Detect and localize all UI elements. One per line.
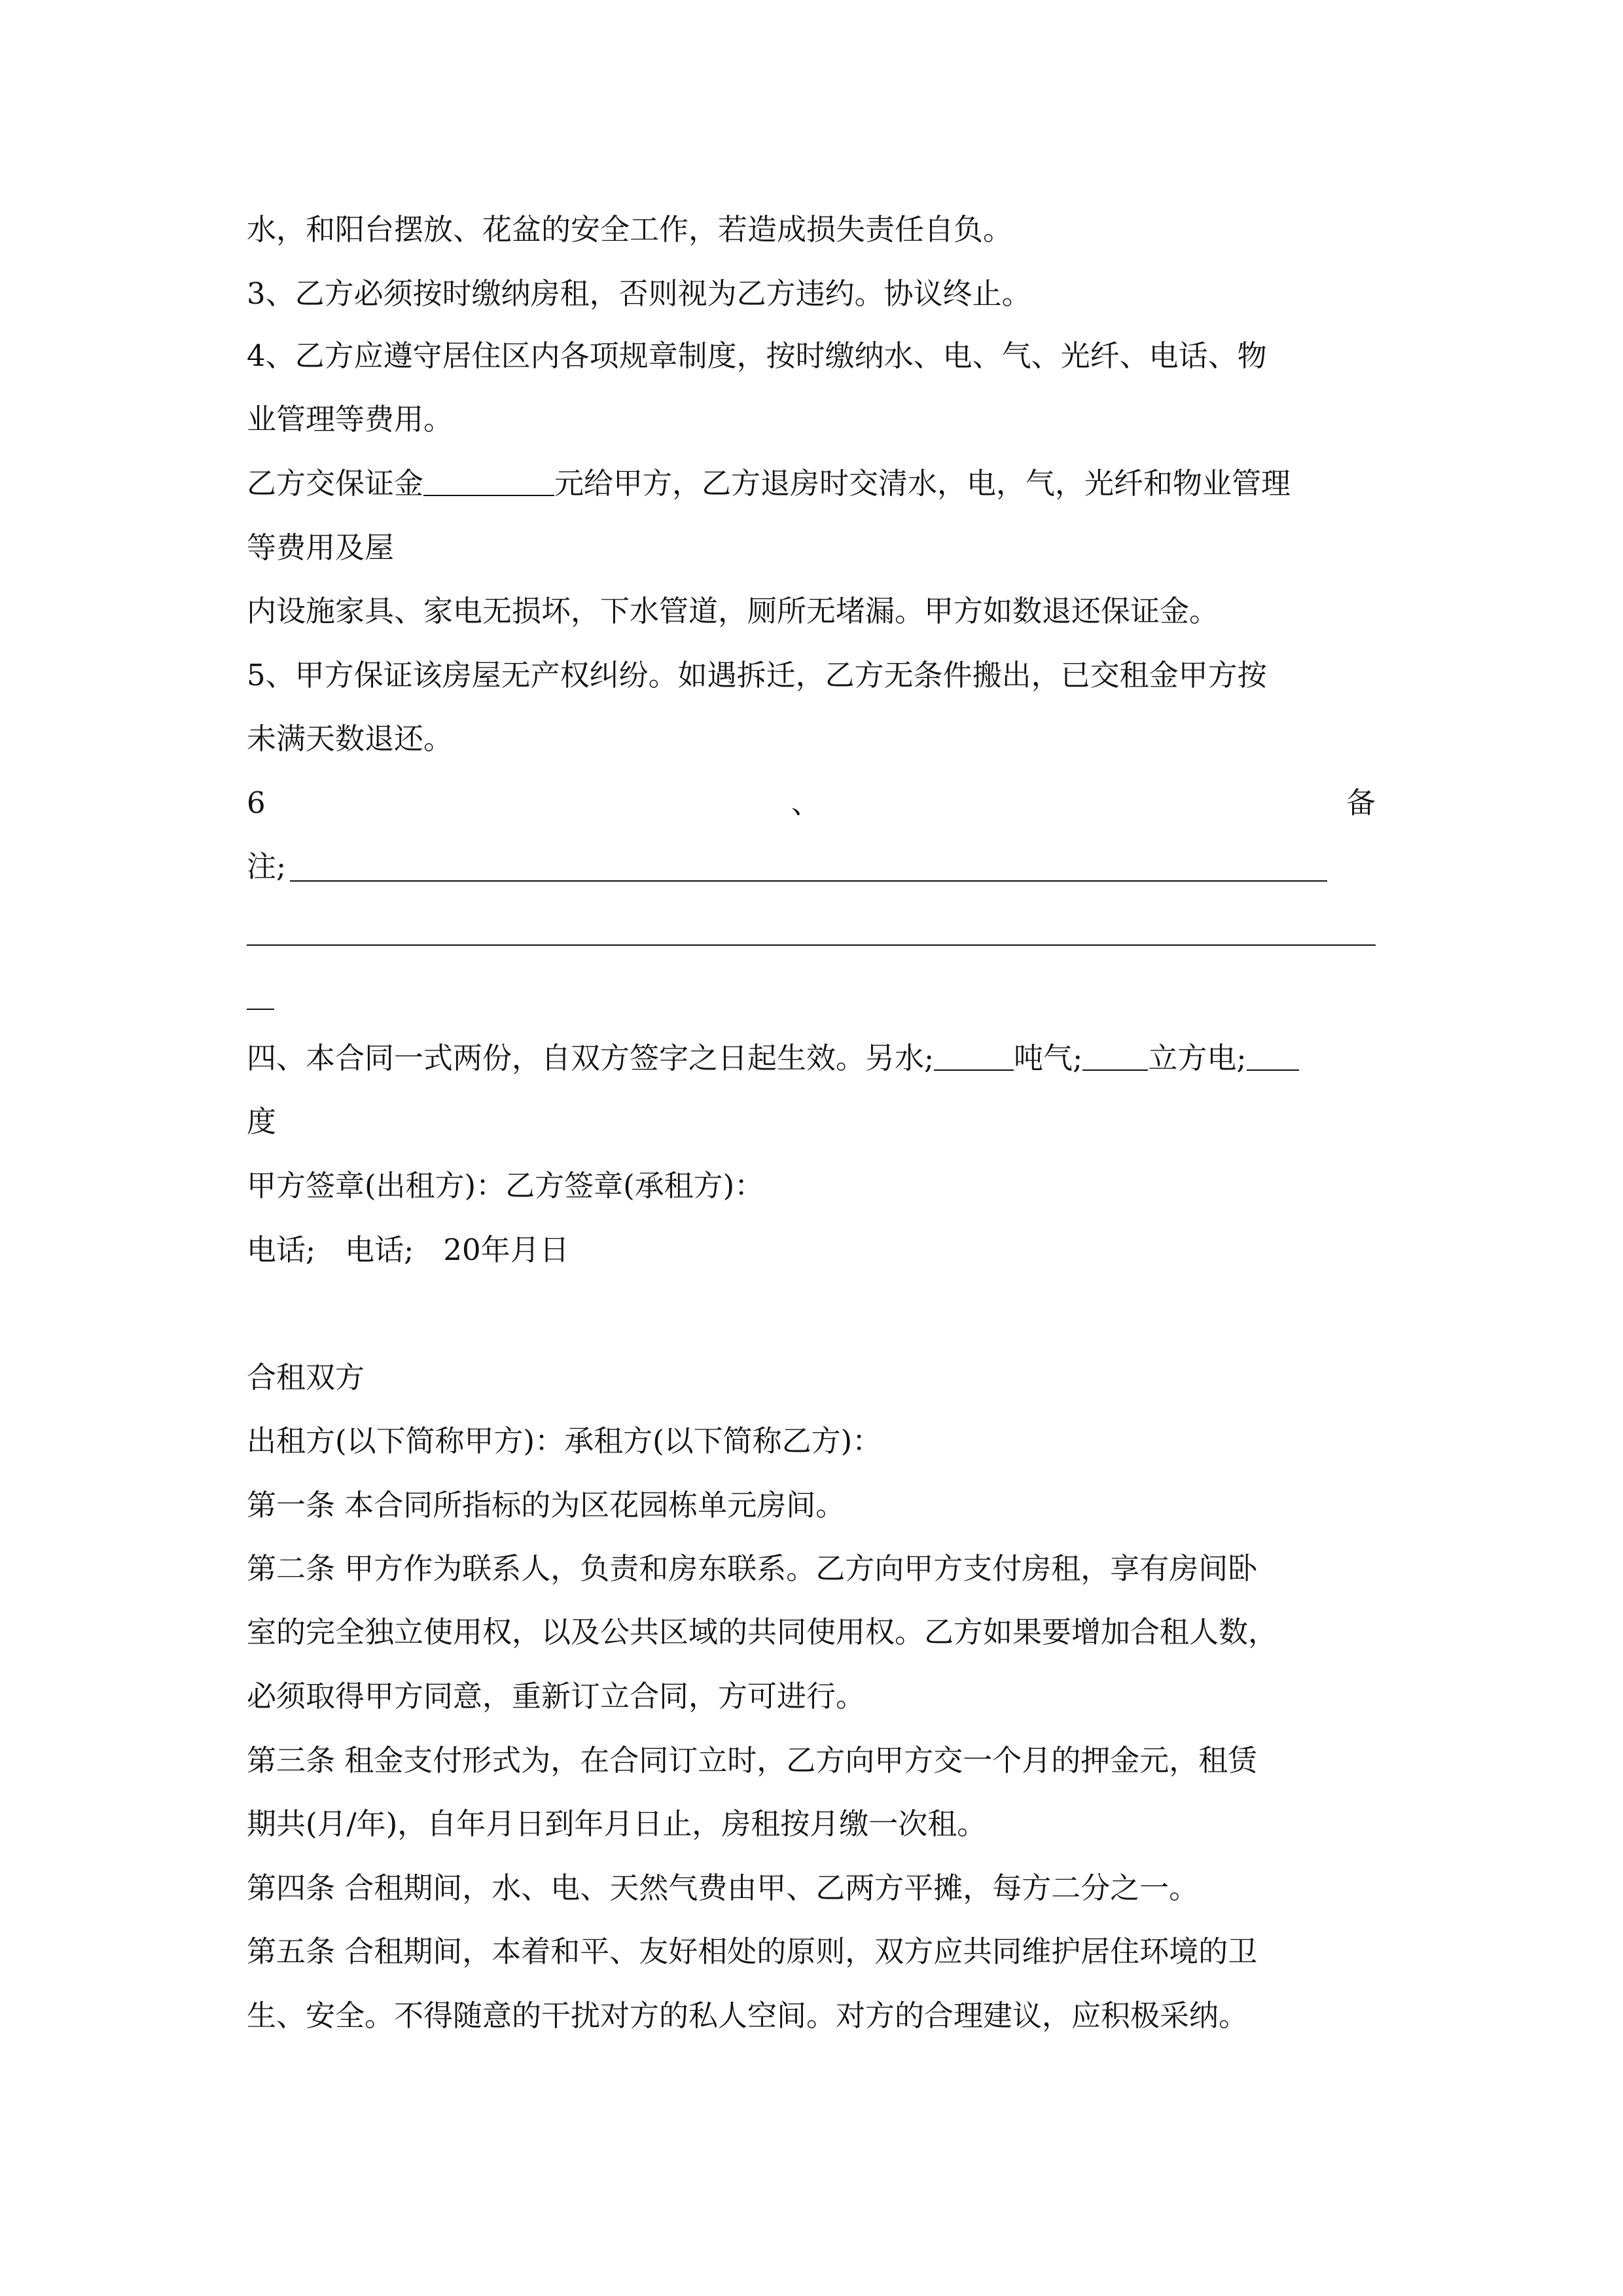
section-title: 合租双方 [247, 1360, 365, 1395]
signature-line: 甲方签章(出租方)：乙方签章(承租方)： [247, 1168, 764, 1203]
phone-date-line: 电话; 电话; 20年月日 [247, 1232, 569, 1267]
gas-blank [1082, 1041, 1148, 1071]
clause-5: 5、甲方保证该房屋无产权纠纷。如遇拆迁，乙方无条件搬出，已交租金甲方按 [247, 658, 1267, 692]
gas-label: 吨气; [1014, 1041, 1083, 1075]
paragraph-line: 等费用及屋 [247, 530, 395, 565]
article-2: 第二条 甲方作为联系人，负责和房东联系。乙方向甲方支付房租，享有房间卧 [247, 1551, 1258, 1586]
power-blank [1247, 1041, 1299, 1071]
parties-line: 出租方(以下简称甲方)：承租方(以下简称乙方)： [247, 1424, 882, 1458]
paragraph-line: 期共(月/年)，自年月日到年月日止，房租按月缴一次租。 [247, 1806, 987, 1841]
clause-4: 4、乙方应遵守居住区内各项规章制度，按时缴纳水、电、气、光纤、电话、物 [247, 338, 1267, 373]
clause-6 [247, 783, 1376, 823]
article-4: 第四条 合租期间，水、电、天然气费由甲、乙两方平摊，每方二分之一。 [247, 1871, 1199, 1905]
water-blank [934, 1041, 1014, 1071]
remarks-blank-3 [247, 1009, 274, 1010]
paragraph-line: 业管理等费用。 [247, 402, 454, 437]
remarks-blank [290, 880, 1327, 882]
article-3: 第三条 租金支付形式为，在合同订立时，乙方向甲方交一个月的押金元，租赁 [247, 1743, 1258, 1778]
contract-copies-line [247, 1039, 1376, 1078]
paragraph-line: 度 [247, 1104, 277, 1139]
copies-text: 四、本合同一式两份，自双方签字之日起生效。另水; [247, 1041, 935, 1075]
power-label: 立方电; [1148, 1041, 1247, 1075]
paragraph-line: 未满天数退还。 [247, 721, 454, 756]
deposit-label: 乙方交保证金 [247, 466, 424, 501]
remarks-label: 注; [247, 849, 287, 884]
clause-6-separator: 、 [791, 785, 821, 820]
paragraph-line: 必须取得甲方同意，重新订立合同，方可进行。 [247, 1679, 866, 1713]
paragraph-line: 生、安全。不得随意的干扰对方的私人空间。对方的合理建议，应积极采纳。 [247, 1998, 1249, 2033]
article-5: 第五条 合租期间，本着和平、友好相处的原则，双方应共同维护居住环境的卫 [247, 1934, 1258, 1969]
deposit-blank [423, 466, 554, 496]
clause-6-number: 6 [247, 785, 266, 820]
article-1: 第一条 本合同所指标的为区花园栋单元房间。 [247, 1488, 846, 1522]
deposit-text: 元给甲方，乙方退房时交清水，电，气，光纤和物业管理 [554, 466, 1291, 501]
deposit-line [247, 464, 1376, 503]
paragraph-line: 室的完全独立使用权，以及公共区域的共同使用权。乙方如果要增加合租人数， [247, 1615, 1278, 1649]
paragraph-line: 内设施家具、家电无损坏，下水管道，厕所无堵漏。甲方如数退还保证金。 [247, 594, 1219, 628]
remarks-blank-2 [247, 944, 1376, 946]
paragraph-line: 水，和阳台摆放、花盆的安全工作，若造成损失责任自负。 [247, 212, 1013, 247]
clause-3: 3、乙方必须按时缴纳房租，否则视为乙方违约。协议终止。 [247, 276, 1031, 311]
clause-6-label: 备 [1346, 785, 1376, 820]
